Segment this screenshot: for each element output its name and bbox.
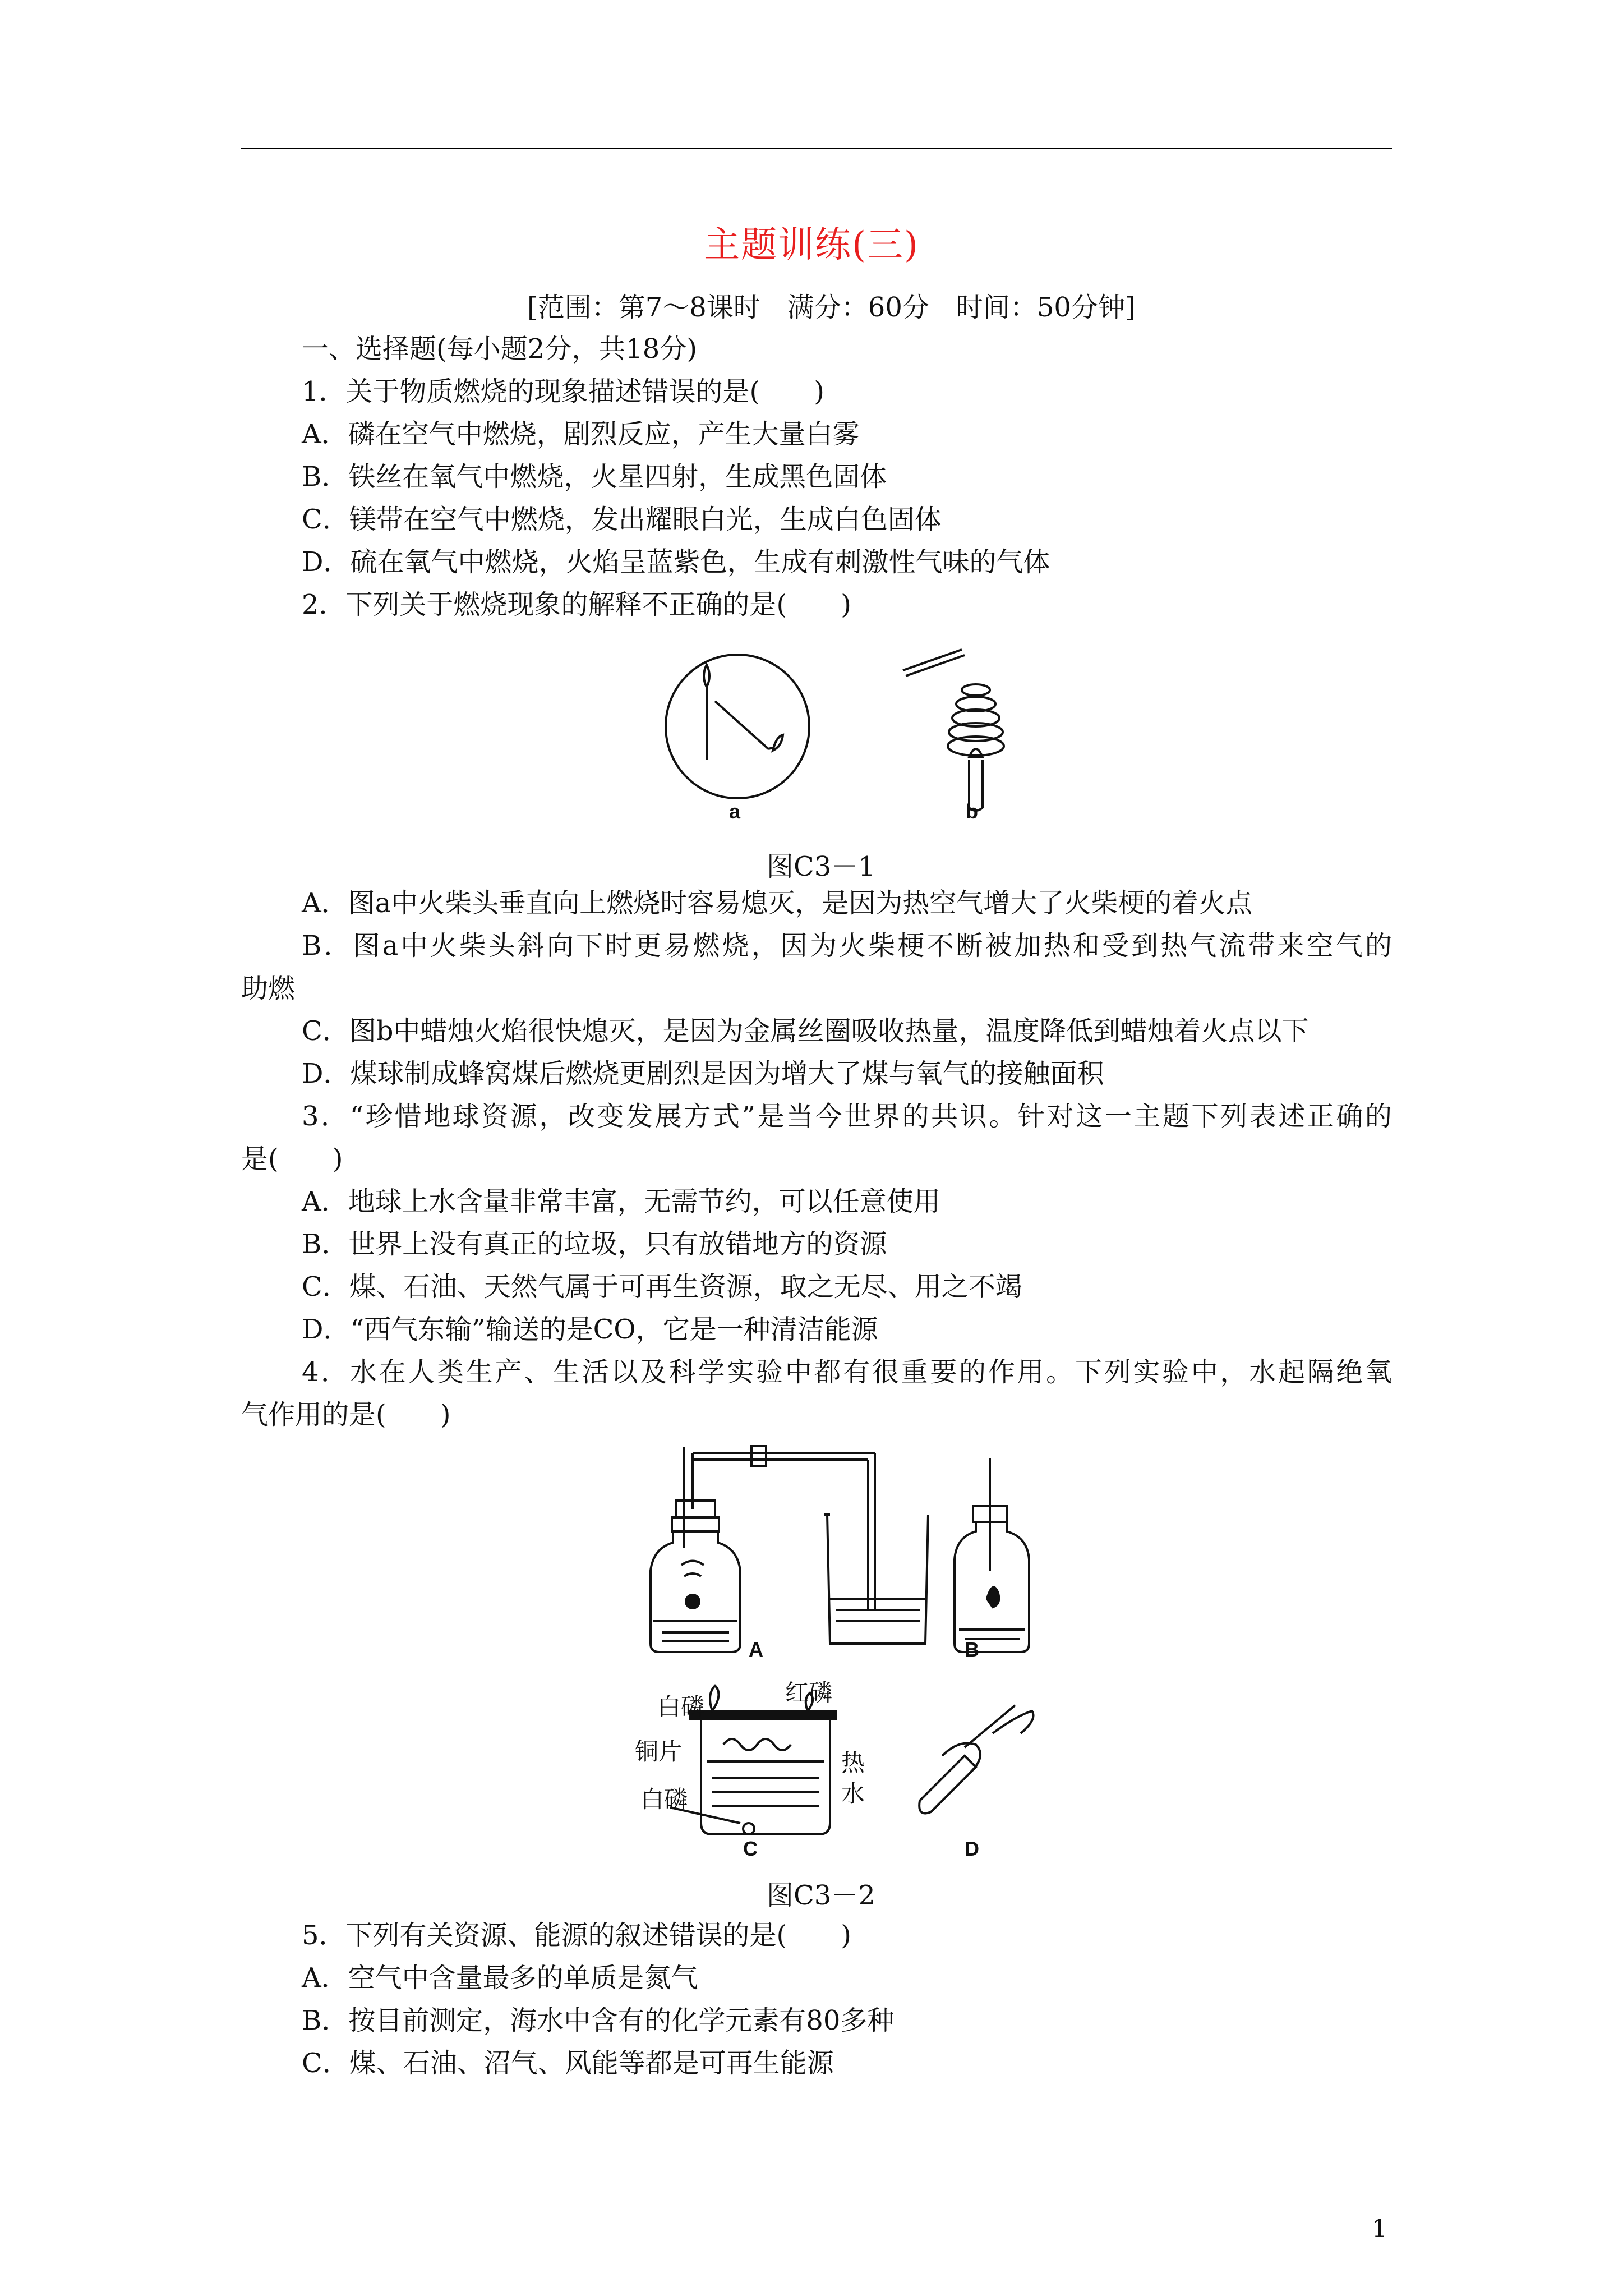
q2-option-b-cont: 助燃 xyxy=(241,973,296,1004)
exam-info: [范围：第7～8课时 满分：60分 时间：50分钟] xyxy=(527,292,1136,323)
header-rule xyxy=(241,148,1392,149)
figure-label-apparatus-b: B xyxy=(965,1638,979,1661)
q2-option-b: B．图a中火柴头斜向下时更易燃烧，因为火柴梗不断被加热和受到热气流带来空气的 xyxy=(302,930,1392,961)
apparatus-d xyxy=(919,1705,1033,1814)
q3-stem-cont: 是( ) xyxy=(241,1143,343,1175)
q1-option-a: A．磷在空气中燃烧，剧烈反应，产生大量白雾 xyxy=(302,418,860,450)
q5-option-b: B．按目前测定，海水中含有的化学元素有80多种 xyxy=(302,2005,895,2036)
figure-label-apparatus-c: C xyxy=(743,1837,758,1860)
label-copper-sheet: 铜片 xyxy=(635,1738,683,1765)
figure-label-apparatus-d: D xyxy=(965,1837,979,1860)
q4-stem-cont: 气作用的是( ) xyxy=(241,1399,451,1430)
figure-a-match xyxy=(666,655,809,798)
q5-option-c: C．煤、石油、沼气、风能等都是可再生能源 xyxy=(302,2047,834,2079)
q4-stem: 4．水在人类生产、生活以及科学实验中都有很重要的作用。下列实验中，水起隔绝氧 xyxy=(302,1356,1392,1388)
figure-b-candle-coil xyxy=(903,650,1004,811)
q3-option-a: A．地球上水含量非常丰富，无需节约，可以任意使用 xyxy=(302,1186,940,1217)
figure-label-a: a xyxy=(729,800,741,823)
label-red-phosphorus: 红磷 xyxy=(785,1679,833,1706)
q3-option-d: D．“西气东输”输送的是CO，它是一种清洁能源 xyxy=(302,1314,878,1345)
section-heading: 一、选择题(每小题2分，共18分) xyxy=(302,333,698,365)
q3-option-b: B．世界上没有真正的垃圾，只有放错地方的资源 xyxy=(302,1228,887,1260)
q2-option-a: A．图a中火柴头垂直向上燃烧时容易熄灭，是因为热空气增大了火柴梗的着火点 xyxy=(302,887,1253,919)
figure-label-apparatus-a: A xyxy=(749,1638,763,1661)
q1-option-c: C．镁带在空气中燃烧，发出耀眼白光，生成白色固体 xyxy=(302,504,942,535)
figure-caption-c3-1: 图C3－1 xyxy=(767,851,875,882)
q5-stem: 5．下列有关资源、能源的叙述错误的是( ) xyxy=(302,1920,851,1951)
q2-stem: 2．下列关于燃烧现象的解释不正确的是( ) xyxy=(302,589,851,620)
q5-option-a: A．空气中含量最多的单质是氮气 xyxy=(302,1962,698,1994)
figure-caption-c3-2: 图C3－2 xyxy=(767,1880,875,1911)
q2-option-c: C．图b中蜡烛火焰很快熄灭，是因为金属丝圈吸收热量，温度降低到蜡烛着火点以下 xyxy=(302,1015,1309,1047)
q3-option-c: C．煤、石油、天然气属于可再生资源，取之无尽、用之不竭 xyxy=(302,1271,1022,1303)
label-hot: 热 xyxy=(841,1749,865,1777)
label-water: 水 xyxy=(841,1780,865,1807)
q2-option-d: D．煤球制成蜂窝煤后燃烧更剧烈是因为增大了煤与氧气的接触面积 xyxy=(302,1058,1104,1089)
figure-c3-1 xyxy=(662,645,1054,841)
page-title: 主题训练(三) xyxy=(704,224,919,266)
apparatus-b xyxy=(955,1458,1029,1652)
page-number: 1 xyxy=(1372,2215,1387,2243)
label-white-phosphorus-bottom: 白磷 xyxy=(640,1786,688,1813)
figure-label-b: b xyxy=(966,800,978,823)
label-white-phosphorus-top: 白磷 xyxy=(657,1693,705,1720)
q3-stem: 3．“珍惜地球资源，改变发展方式”是当今世界的共识。针对这一主题下列表述正确的 xyxy=(302,1101,1392,1132)
q1-stem: 1．关于物质燃烧的现象描述错误的是( ) xyxy=(302,376,824,407)
apparatus-a xyxy=(651,1446,928,1652)
q1-option-d: D．硫在氧气中燃烧，火焰呈蓝紫色，生成有刺激性气味的气体 xyxy=(302,546,1050,578)
q1-option-b: B．铁丝在氧气中燃烧，火星四射，生成黑色固体 xyxy=(302,461,887,493)
